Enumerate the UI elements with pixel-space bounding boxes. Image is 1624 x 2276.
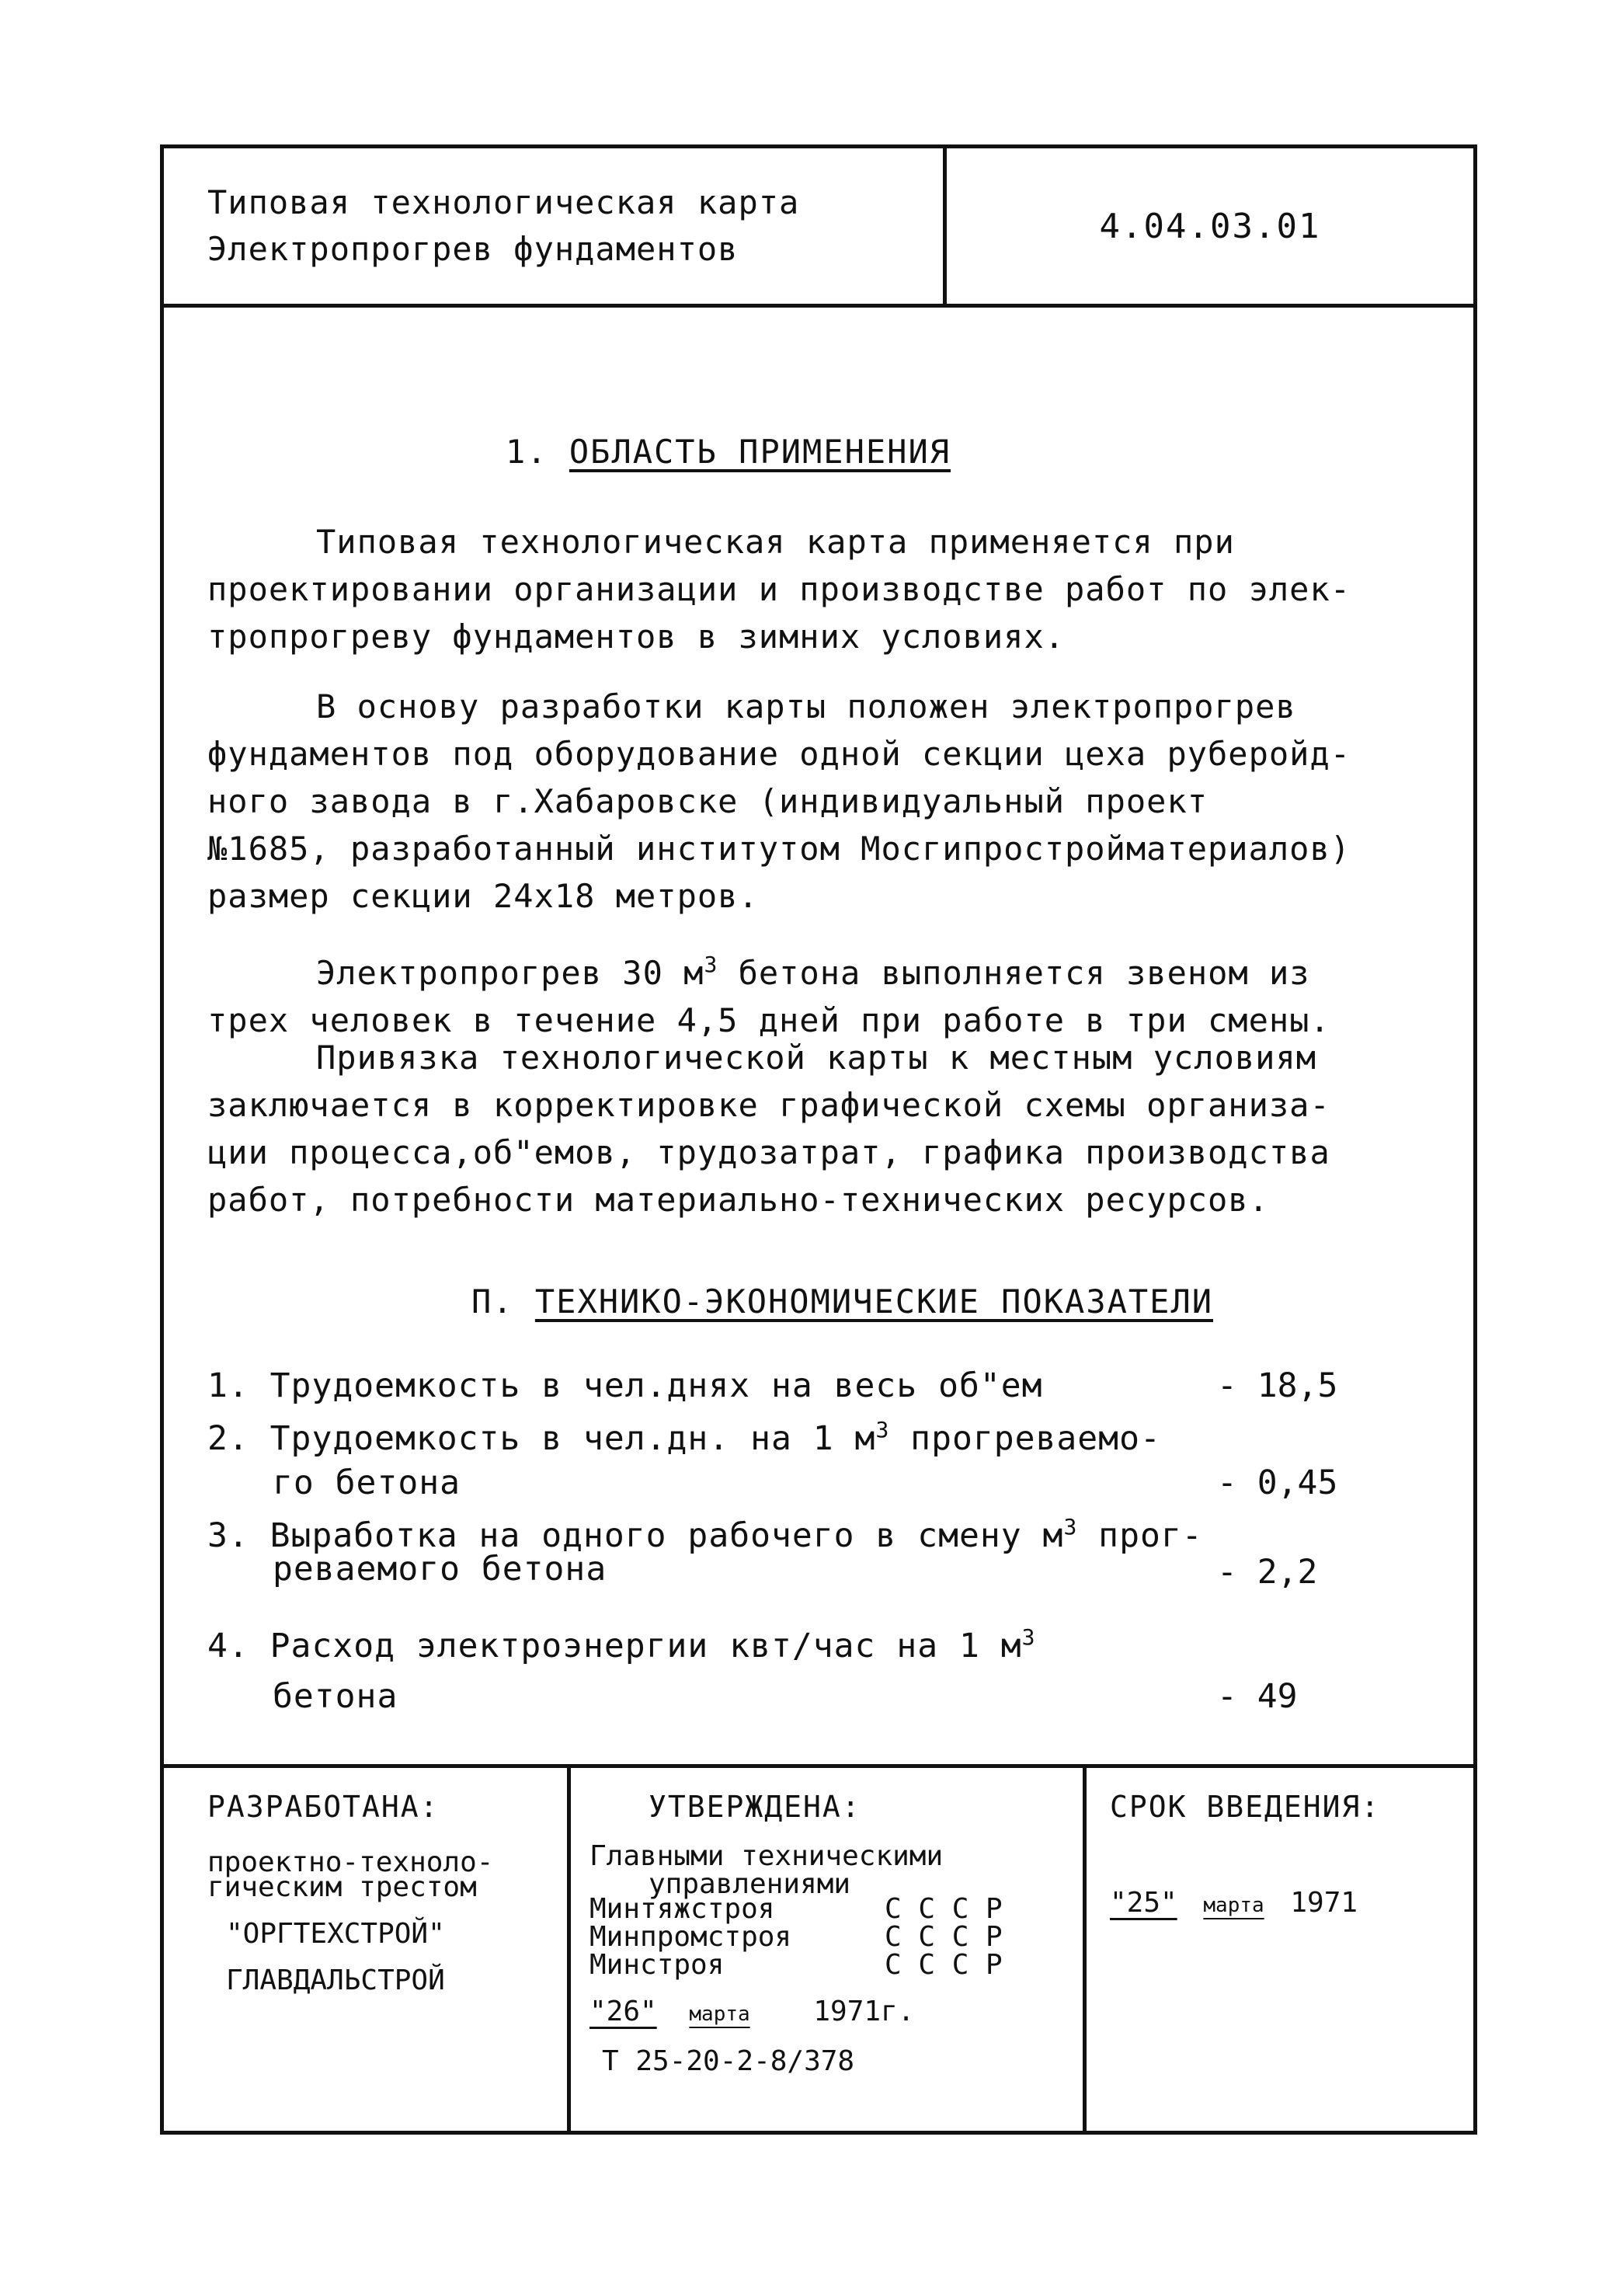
approved-heading: УТВЕРЖДЕНА: [649, 1790, 861, 1824]
item-number: 4. [207, 1627, 249, 1665]
indicator-item-2 [207, 1417, 1161, 1458]
card-title-line2: Электропрогрев фундаментов [207, 230, 739, 268]
date-year: 1971 [1290, 1887, 1358, 1919]
ministry-abbr: С С С Р [885, 1893, 1003, 1925]
section1-heading [506, 433, 951, 471]
approval-date [589, 1998, 914, 2028]
item-text: Выработка на одного рабочего в смену м [270, 1516, 1064, 1555]
card-code: 4.04.03.01 [1099, 206, 1321, 246]
developed-line: проектно-техноло- [207, 1846, 494, 1878]
paragraph-line: ции процесса,об"емов, трудозатрат, графика производства [207, 1133, 1330, 1171]
ministry-abbr: С С С Р [885, 1949, 1003, 1981]
superscript: 3 [704, 952, 718, 977]
approved-line: Главными техническими [589, 1840, 944, 1872]
ministry-name: Минпромстроя [589, 1921, 792, 1953]
paragraph-line: заключается в корректировке графической схемы организа- [207, 1086, 1330, 1124]
superscript: 3 [875, 1417, 890, 1443]
approval-block [164, 1764, 1473, 2131]
item-value: - 18,5 [1217, 1366, 1338, 1405]
card-title-line1: Типовая технологическая карта [207, 183, 800, 221]
paragraph-line: ного завода в г.Хабаровске (индивидуальный проект [207, 782, 1208, 820]
section1-paragraph4 [207, 1034, 1330, 1223]
developed-line: "ОРГТЕХСТРОЙ" [226, 1918, 445, 1950]
developed-line: ГЛАВДАЛЬСТРОЙ [226, 1965, 445, 1996]
date-year: 1971г. [813, 1996, 915, 2027]
item-value: - 49 [1217, 1677, 1298, 1716]
approved-line: управлениями [649, 1868, 851, 1900]
developed-by-cell [164, 1768, 571, 2131]
item-text: прог- [1077, 1516, 1203, 1555]
item-text-continuation: бетона [273, 1677, 398, 1716]
section1-paragraph1 [207, 518, 1351, 660]
item-value: - 0,45 [1217, 1463, 1338, 1502]
effective-date [1110, 1889, 1358, 1919]
ministry-name: Минтяжстроя [589, 1893, 775, 1925]
section1-number: 1. [506, 433, 548, 471]
section2-title: ТЕХНИКО-ЭКОНОМИЧЕСКИЕ ПОКАЗАТЕЛИ [534, 1282, 1214, 1321]
title-block [164, 148, 1473, 308]
approved-by-cell [571, 1768, 1087, 2131]
superscript: 3 [1021, 1624, 1036, 1650]
section1-title: ОБЛАСТЬ ПРИМЕНЕНИЯ [569, 433, 951, 471]
paragraph-line: работ, потребности материально-технических ресурсов. [207, 1181, 1269, 1219]
paragraph-line: размер секции 24х18 метров. [207, 877, 759, 915]
item-number: 2. [207, 1419, 249, 1458]
paragraph-line: В основу разработки карты положен электропрогрев [316, 687, 1296, 726]
paragraph-line: тропрогреву фундаментов в зимних условиях. [207, 618, 1066, 656]
item-text: прогреваемо- [889, 1419, 1161, 1458]
section2-number: П. [471, 1282, 514, 1321]
item-text: Трудоемкость в чел.днях на весь об"ем [270, 1366, 1043, 1405]
date-day: "25" [1110, 1887, 1177, 1919]
indicator-item-1 [207, 1366, 1043, 1405]
developed-line: гическим трестом [207, 1871, 477, 1903]
section1-paragraph2 [207, 683, 1351, 920]
document-frame [160, 144, 1477, 2135]
effective-date-cell [1087, 1768, 1473, 2131]
paragraph-line: Типовая технологическая карта применяется при [316, 523, 1235, 561]
paragraph-text: Электропрогрев 30 м [316, 954, 704, 992]
item-value: - 2,2 [1217, 1553, 1318, 1592]
ministry-name: Минстроя [589, 1949, 725, 1981]
section2-heading [471, 1282, 1213, 1321]
approval-reference: Т 25-20-2-8/378 [602, 2045, 855, 2077]
ministry-abbr: С С С Р [885, 1921, 1003, 1953]
section1-paragraph3 [207, 941, 1330, 1044]
item-number: 1. [207, 1366, 249, 1405]
paragraph-line: проектировании организации и производстве работ по элек- [207, 570, 1351, 608]
effective-heading: СРОК ВВЕДЕНИЯ: [1110, 1790, 1381, 1824]
paragraph-line: трех человек в течение 4,5 дней при работе в три смены. [207, 1001, 1330, 1039]
paragraph-text: бетона выполняется звеном из [718, 954, 1310, 992]
date-month: марта [1203, 1894, 1264, 1917]
paragraph-line: Привязка технологической карты к местным условиям [316, 1039, 1317, 1077]
paragraph-line: №1685, разработанный институтом Мосгипростройматериалов) [207, 830, 1351, 868]
superscript: 3 [1063, 1514, 1078, 1540]
item-text: Расход электроэнергии квт/час на 1 м [270, 1627, 1022, 1665]
date-month: марта [689, 2003, 750, 2026]
item-text-continuation: го бетона [273, 1463, 461, 1502]
date-day: "26" [589, 1996, 657, 2027]
indicator-item-4 [207, 1624, 1036, 1665]
item-text-continuation: реваемого бетона [273, 1550, 607, 1589]
paragraph-line [207, 941, 1330, 997]
developed-heading: РАЗРАБОТАНА: [207, 1790, 440, 1824]
paragraph-line: фундаментов под оборудование одной секции цеха руберойд- [207, 735, 1351, 773]
item-number: 3. [207, 1516, 249, 1555]
title-block-name [164, 148, 947, 304]
item-text: Трудоемкость в чел.дн. на 1 м [270, 1419, 876, 1458]
